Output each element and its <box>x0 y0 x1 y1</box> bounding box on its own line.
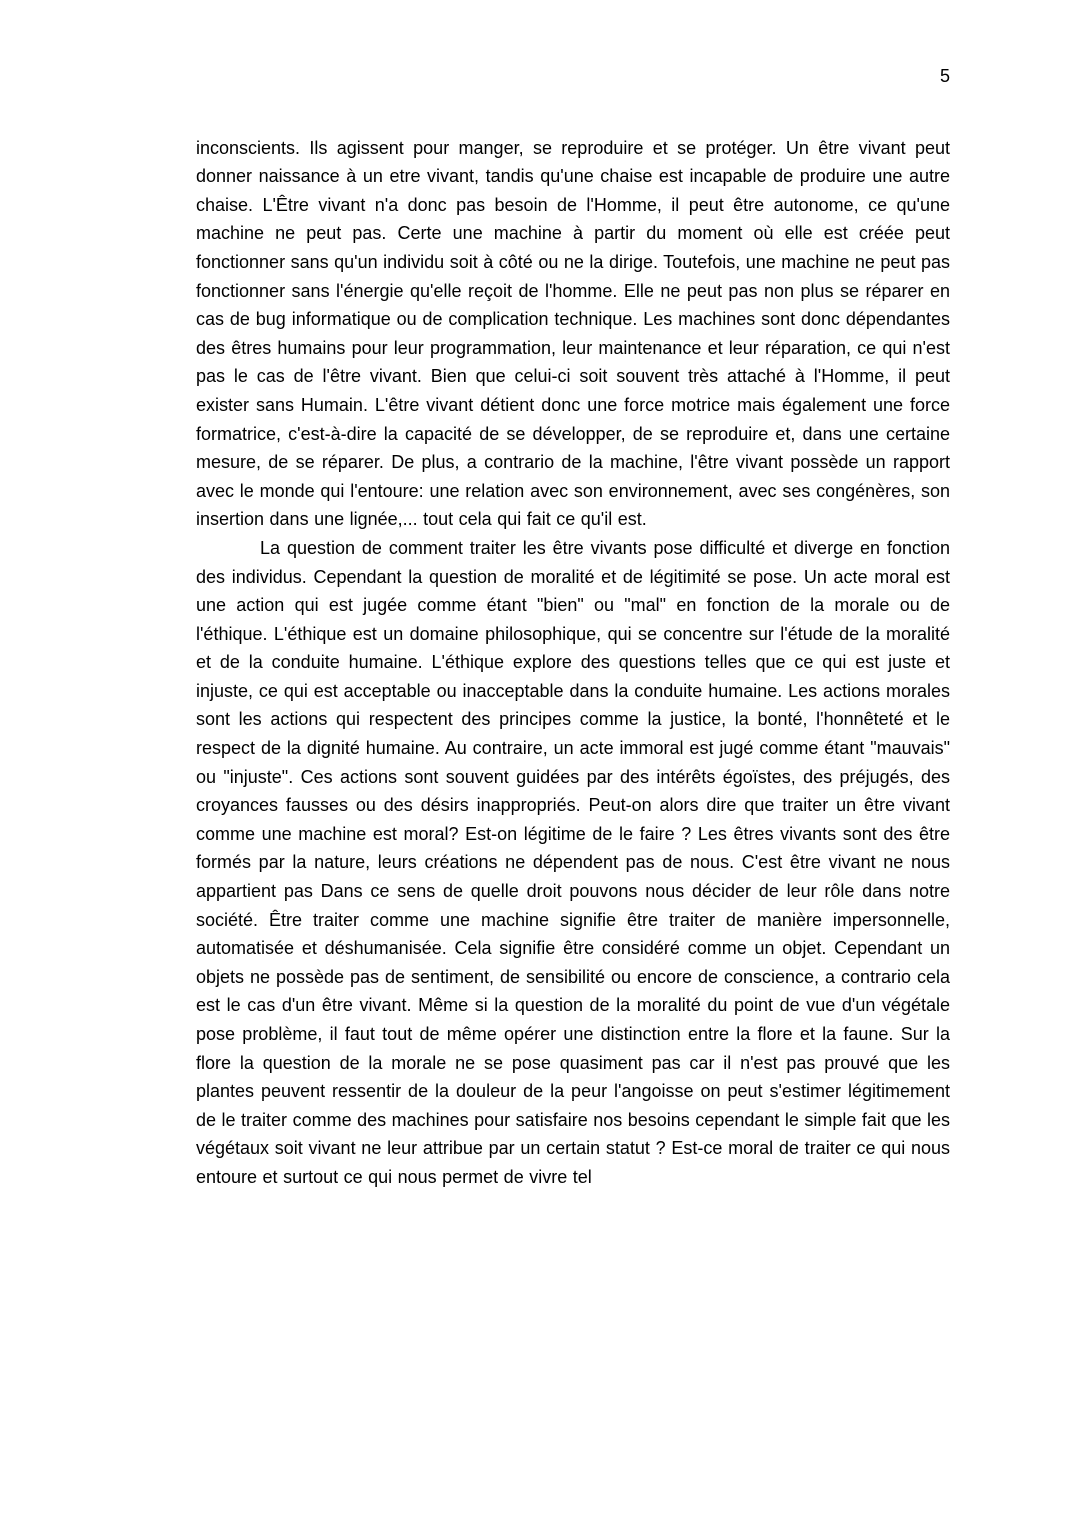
paragraph-1: inconscients. Ils agissent pour manger, se reproduire et se protéger. Un être vivant peut donner naissance à un etre vivant, tandis qu'une chaise est incapable de produire une autre chaise. L'Être vivant n'a donc pas besoin de l'Homme, il peut être autonome, ce qu'une machine ne peut pas. Certe une machine à partir du moment où elle est créée peut fonctionner sans qu'un individu soit à côté ou ne la dirige. Toutefois, une machine ne peut pas fonctionner sans l'énergie qu'elle reçoit de l'homme. Elle ne peut pas non plus se réparer en cas de bug informatique ou de complication technique. Les machines sont donc dépendantes des êtres humains pour leur programmation, leur maintenance et leur réparation, ce qui n'est pas le cas de l'être vivant. Bien que celui-ci soit souvent très attaché à l'Homme, il peut exister sans Humain. L'être vivant détient donc une force motrice mais également une force formatrice, c'est-à-dire la capacité de se développer, de se reproduire et, dans une certaine mesure, de se réparer. De plus, a contrario de la machine, l'être vivant possède un rapport avec le monde qui l'entoure: une relation avec son environnement, avec ses congénères, son insertion dans une lignée,... tout cela qui fait ce qu'il est. <box>196 137 950 530</box>
document-content <box>196 62 950 1192</box>
page-number: 5 <box>939 66 950 86</box>
paragraph-2: La question de comment traiter les être vivants pose difficulté et diverge en fonction des individus. Cependant la question de moralité et de légitimité se pose. Un acte moral est une action qui est jugée comme étant "bien" ou "mal" en fonction de la morale ou de l'éthique. L'éthique est un domaine philosophique, qui se concentre sur l'étude de la moralité et de la conduite humaine. L'éthique explore des questions telles que ce qui est juste et injuste, ce qui est acceptable ou inacceptable dans la conduite humaine. Les actions morales sont les actions qui respectent des principes comme la justice, la bonté, l'honnêteté et le respect de la dignité humaine. Au contraire, un acte immoral est jugé comme étant "mauvais" ou "injuste". Ces actions sont souvent guidées par des intérêts égoïstes, des préjugés, des croyances fausses ou des désirs inappropriés. Peut-on alors dire que traiter un être vivant comme une machine est moral? Est-on légitime de le faire ? Les êtres vivants sont des être formés par la nature, leurs créations ne dépendent pas de nous. C'est être vivant ne nous appartient pas Dans ce sens de quelle droit pouvons nous décider de leur rôle dans notre société. Être traiter comme une machine signifie être traiter de manière impersonnelle, automatisée et déshumanisée. Cela signifie être considéré comme un objet. Cependant un objets ne possède pas de sentiment, de sensibilité ou encore de conscience, a contrario cela est le cas d'un être vivant. Même si la question de la moralité du point de vue d'un végétale pose problème, il faut tout de même opérer une distinction entre la flore et la faune. Sur la flore la question de la morale ne se pose quasiment pas car il n'est pas prouvé que les plantes peuvent ressentir de la douleur de la peur l'angoisse on peut s'estimer légitimement de le traiter comme des machines pour satisfaire nos besoins cependant le simple fait que les végétaux soit vivant ne leur attribue par un certain statut ? Est-ce moral de traiter ce qui nous entoure et surtout ce qui nous permet de vivre tel <box>196 537 950 1187</box>
